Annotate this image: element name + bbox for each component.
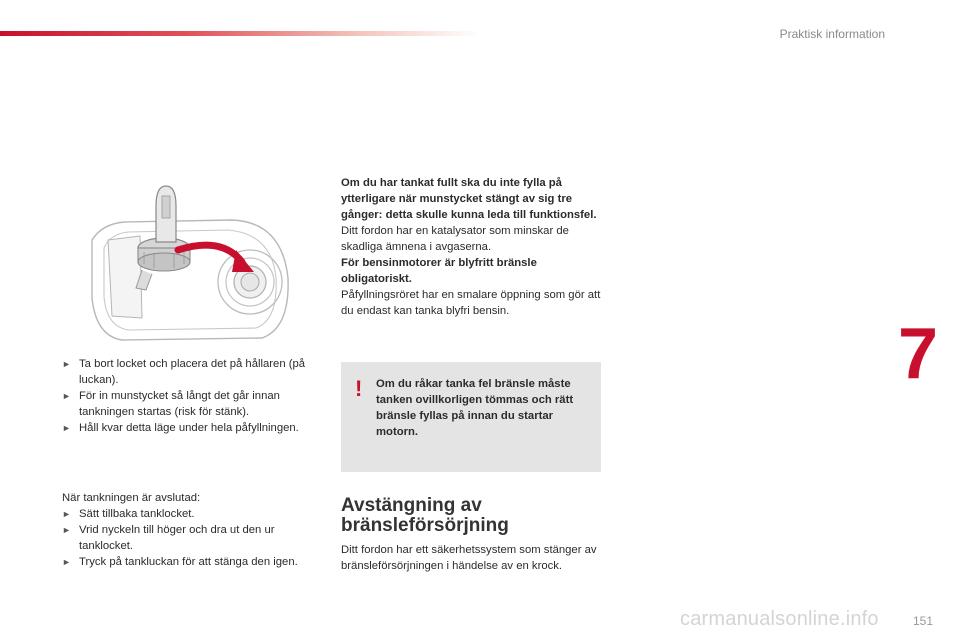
header-accent-bar — [0, 31, 480, 36]
unleaded-notice: För bensinmotorer är blyfritt bränsle obligatoriskt. — [341, 257, 537, 285]
bullet-arrow-icon: ► — [62, 509, 71, 519]
fuel-notice-section — [341, 175, 603, 319]
bullet-arrow-icon: ► — [62, 557, 71, 567]
section-title: Praktisk information — [779, 27, 885, 41]
warning-box — [341, 362, 601, 472]
list-item: ► Vrid nyckeln till höger och dra ut den ur tanklocket. — [62, 524, 275, 552]
exclamation-icon: ! — [355, 376, 363, 401]
fuel-cutoff-text: Ditt fordon har ett säkerhetssystem som stänger av bränsleförsörjningen i händelse av en krock. — [341, 544, 597, 572]
refuel-steps — [62, 356, 312, 436]
list-item: ► Håll kvar detta läge under hela påfyllningen. — [62, 422, 299, 434]
chapter-number: 7 — [898, 314, 939, 394]
list-item: ► För in munstycket så långt det går innan tankningen startas (risk för stänk). — [62, 390, 280, 418]
after-refuel-section — [62, 490, 312, 570]
bullet-arrow-icon: ► — [62, 423, 71, 433]
bullet-arrow-icon: ► — [62, 359, 71, 369]
catalyst-text: Ditt fordon har en katalysator som minskar de skadliga ämnena i avgaserna. — [341, 225, 569, 253]
warning-text: Om du råkar tanka fel bränsle måste tanken ovillkorligen tömmas och rätt bränsle fyllas på innan du startar motorn. — [376, 378, 574, 438]
list-item: ► Tryck på tankluckan för att stänga den igen. — [62, 556, 298, 568]
after-refuel-intro: När tankningen är avslutad: — [62, 492, 201, 504]
fuel-cutoff-heading: Avstängning av bränsleförsörjning — [341, 495, 509, 536]
list-item: ► Sätt tillbaka tanklocket. — [62, 508, 195, 520]
unleaded-text: Påfyllningsröret har en smalare öppning som gör att du endast kan tanka blyfri bensin. — [341, 289, 601, 317]
bullet-arrow-icon: ► — [62, 525, 71, 535]
page-number: 151 — [913, 614, 934, 628]
watermark: carmanualsonline.info — [680, 608, 879, 630]
list-item: ► Ta bort locket och placera det på hållaren (på luckan). — [62, 358, 306, 386]
overfill-notice: Om du har tankat fullt ska du inte fylla på ytterligare när munstycket stängt av sig tre gånger: detta skulle kunna leda till funktionsfel. — [341, 177, 597, 221]
bullet-arrow-icon: ► — [62, 391, 71, 401]
fuel-cap-illustration — [82, 178, 296, 348]
